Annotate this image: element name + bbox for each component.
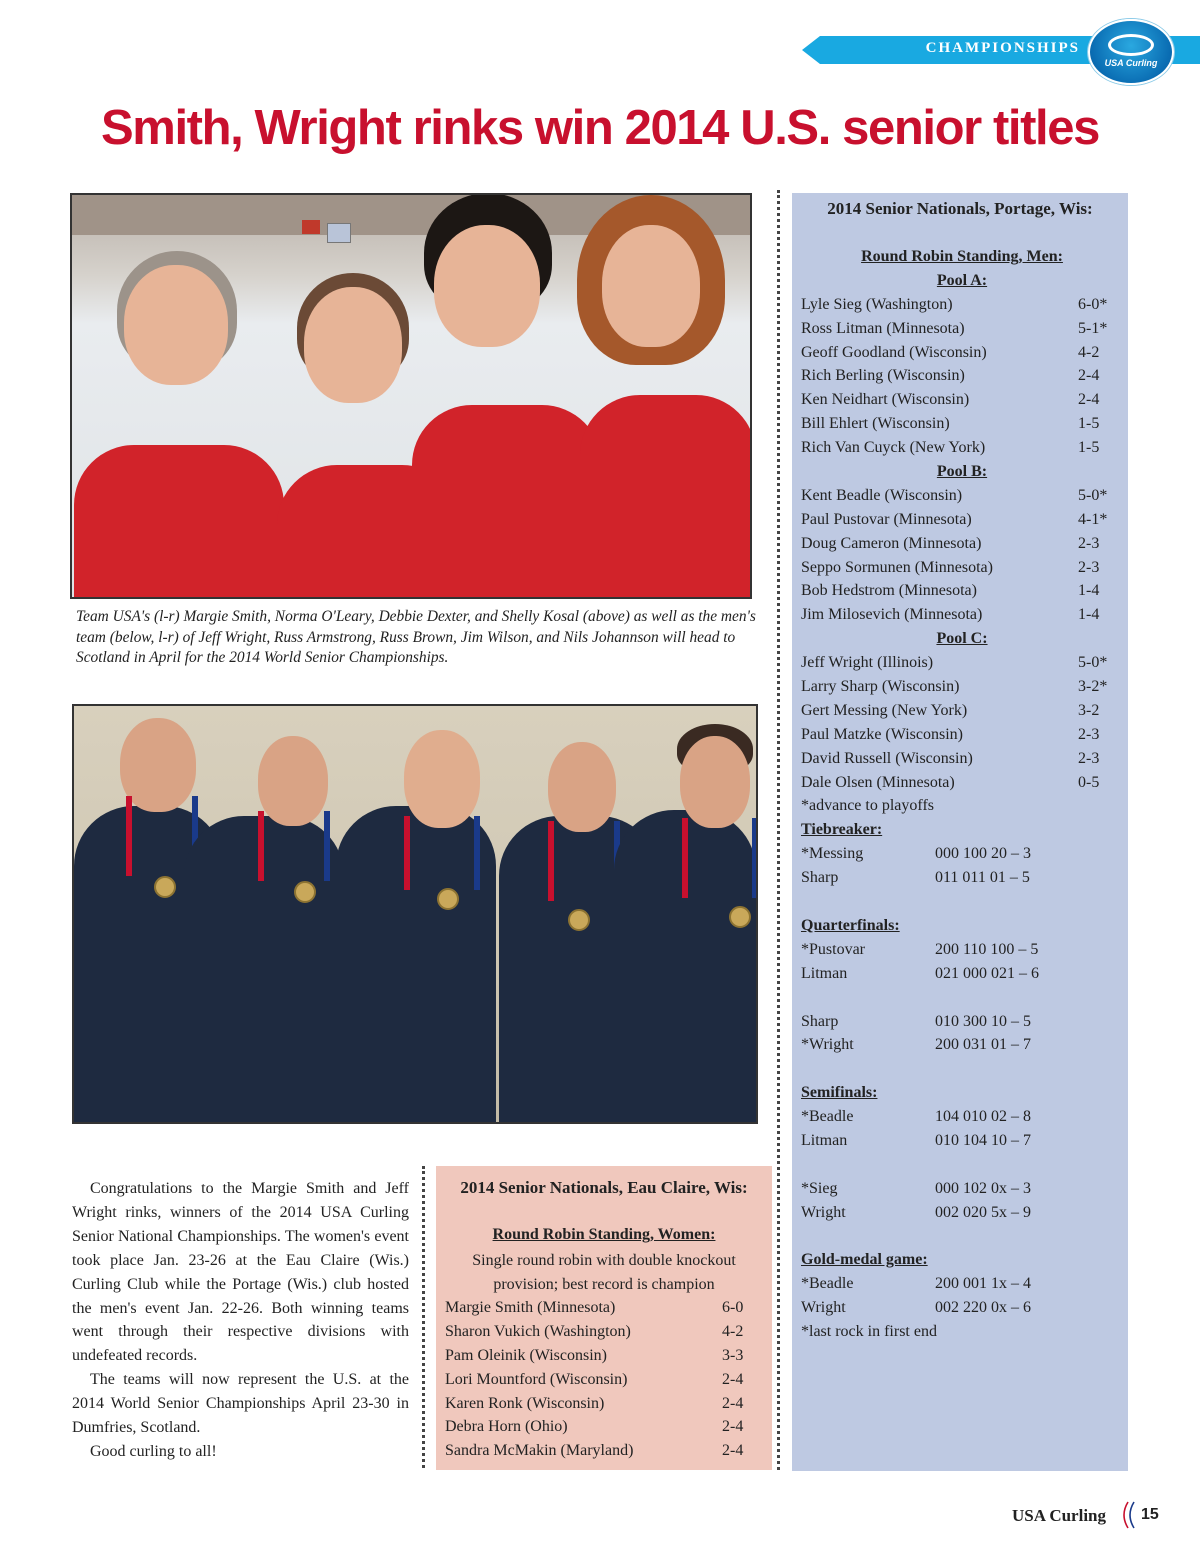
standing-row: Lyle Sieg (Washington) 6-0* (801, 295, 1108, 313)
standing-row: Paul Pustovar (Minnesota) 4-1* (801, 510, 1108, 528)
tiebreaker-heading: Tiebreaker: (801, 821, 883, 839)
score-row: *Sieg 000 102 0x – 3 (801, 1179, 1031, 1197)
photo-caption: Team USA's (l-r) Margie Smith, Norma O'Leary, Debbie Dexter, and Shelly Kosal (above) as well as the men's team (below, l-r) of Jeff Wright, Russ Armstrong, Russ Brown, Jim Wilson, and Nils Johannson will head to Scotland in April for the 2014 World Senior Championships. (76, 608, 756, 666)
footer-brand: USA Curling (1012, 1506, 1106, 1525)
pool-a-heading: Pool A: (936, 271, 988, 289)
column-divider (777, 190, 780, 1470)
standing-row: Karen Ronk (Wisconsin) 2-4 (445, 1394, 744, 1412)
standing-row: Bill Ehlert (Wisconsin) 1-5 (801, 415, 1100, 433)
womens-format-note: Single round robin with double knockout provision; best record is champion (472, 1252, 736, 1293)
standing-row: Paul Matzke (Wisconsin) 2-3 (801, 725, 1100, 743)
standing-row: Debra Horn (Ohio) 2-4 (445, 1418, 744, 1436)
article-body (72, 1177, 409, 1464)
pool-c-heading: Pool C: (936, 630, 988, 648)
last-rock-note: *last rock in first end (801, 1323, 937, 1341)
standing-row: Sharon Vukich (Washington) 4-2 (445, 1322, 744, 1340)
logo-text: USA Curling (1104, 58, 1158, 68)
medal-icon (437, 888, 459, 910)
score-row: *Beadle 200 001 1x – 4 (801, 1275, 1031, 1293)
body-paragraph: Congratulations to the Margie Smith and Jeff Wright rinks, winners of the 2014 USA Curling Senior National Championships. The women's event took place Jan. 23-26 at the Eau Claire (Wis.) Curling Club while the Portage (Wis.) club hosted the men's event Jan. 22-26. Both winning teams went through their respective divisions with undefeated records. (72, 1180, 409, 1365)
score-row: Wright 002 020 5x – 9 (801, 1203, 1031, 1221)
standing-row: Ross Litman (Minnesota) 5-1* (801, 319, 1108, 337)
standing-row: Pam Oleinik (Wisconsin) 3-3 (445, 1346, 744, 1364)
score-row: *Wright 200 031 01 – 7 (801, 1036, 1031, 1054)
womens-box-subtitle: Round Robin Standing, Women: (492, 1226, 716, 1243)
page-title: Smith, Wright rinks win 2014 U.S. senior titles (101, 101, 1099, 155)
mens-team-photo (72, 704, 758, 1124)
section-label: CHAMPIONSHIPS (925, 40, 1080, 56)
page-number: 15 (1141, 1506, 1159, 1523)
standing-row: Kent Beadle (Wisconsin) 5-0* (801, 486, 1108, 504)
mens-results-box (792, 193, 1128, 1471)
mens-box-subtitle: Round Robin Standing, Men: (861, 248, 1063, 265)
standing-row: Rich Van Cuyck (New York) 1-5 (801, 439, 1100, 457)
quarterfinals-heading: Quarterfinals: (801, 916, 900, 934)
us-flag-icon (327, 223, 351, 243)
body-paragraph: Good curling to all! (90, 1442, 217, 1460)
semifinals-heading: Semifinals: (801, 1084, 878, 1102)
body-paragraph: The teams will now represent the U.S. at the 2014 World Senior Championships April 23-30 in Dumfries, Scotland. (72, 1371, 409, 1437)
standing-row: Geoff Goodland (Wisconsin) 4-2 (801, 343, 1100, 361)
score-row: Sharp 010 300 10 – 5 (801, 1012, 1031, 1030)
standing-row: Sandra McMakin (Maryland) 2-4 (445, 1442, 744, 1460)
standing-row: Doug Cameron (Minnesota) 2-3 (801, 534, 1100, 552)
standing-row: Seppo Sormunen (Minnesota) 2-3 (801, 558, 1100, 576)
score-row: Sharp 011 011 01 – 5 (801, 869, 1030, 887)
standing-row: Jeff Wright (Illinois) 5-0* (801, 654, 1108, 672)
standing-row: Gert Messing (New York) 3-2 (801, 701, 1100, 719)
womens-team-photo (70, 193, 752, 599)
score-row: Litman 010 104 10 – 7 (801, 1131, 1031, 1149)
column-divider (422, 1166, 425, 1468)
medal-icon (729, 906, 751, 928)
womens-standings (445, 1296, 765, 1463)
standing-row: David Russell (Wisconsin) 2-3 (801, 749, 1100, 767)
mens-box-title: 2014 Senior Nationals, Portage, Wis: (827, 199, 1093, 218)
score-row: Wright 002 220 0x – 6 (801, 1299, 1031, 1317)
usa-curling-logo (1088, 19, 1174, 85)
standing-row: Lori Mountford (Wisconsin) 2-4 (445, 1370, 744, 1388)
standing-row: Bob Hedstrom (Minnesota) 1-4 (801, 582, 1100, 600)
womens-box-title: 2014 Senior Nationals, Eau Claire, Wis: (460, 1178, 748, 1197)
standing-row: Dale Olsen (Minnesota) 0-5 (801, 773, 1100, 791)
pool-b-heading: Pool B: (936, 463, 988, 481)
standing-row: Larry Sharp (Wisconsin) 3-2* (801, 678, 1108, 696)
score-row: Litman 021 000 021 – 6 (801, 964, 1039, 982)
standing-row: Rich Berling (Wisconsin) 2-4 (801, 367, 1100, 385)
womens-results-box (436, 1166, 772, 1470)
flag-icon (302, 220, 320, 234)
score-row: *Pustovar 200 110 100 – 5 (801, 940, 1039, 958)
standing-row: Margie Smith (Minnesota) 6-0 (445, 1299, 744, 1316)
medal-icon (568, 909, 590, 931)
gold-medal-heading: Gold-medal game: (801, 1251, 928, 1269)
advance-note: *advance to playoffs (801, 797, 934, 815)
standing-row: Ken Neidhart (Wisconsin) 2-4 (801, 391, 1100, 409)
mens-results-list (801, 245, 1123, 1344)
score-row: *Beadle 104 010 02 – 8 (801, 1108, 1031, 1126)
curling-stone-icon (1108, 34, 1154, 56)
medal-icon (154, 876, 176, 898)
score-row: *Messing 000 100 20 – 3 (801, 845, 1031, 863)
standing-row: Jim Milosevich (Minnesota) 1-4 (801, 606, 1100, 624)
footer-parenthesis-icon (1118, 1500, 1138, 1530)
medal-icon (294, 881, 316, 903)
